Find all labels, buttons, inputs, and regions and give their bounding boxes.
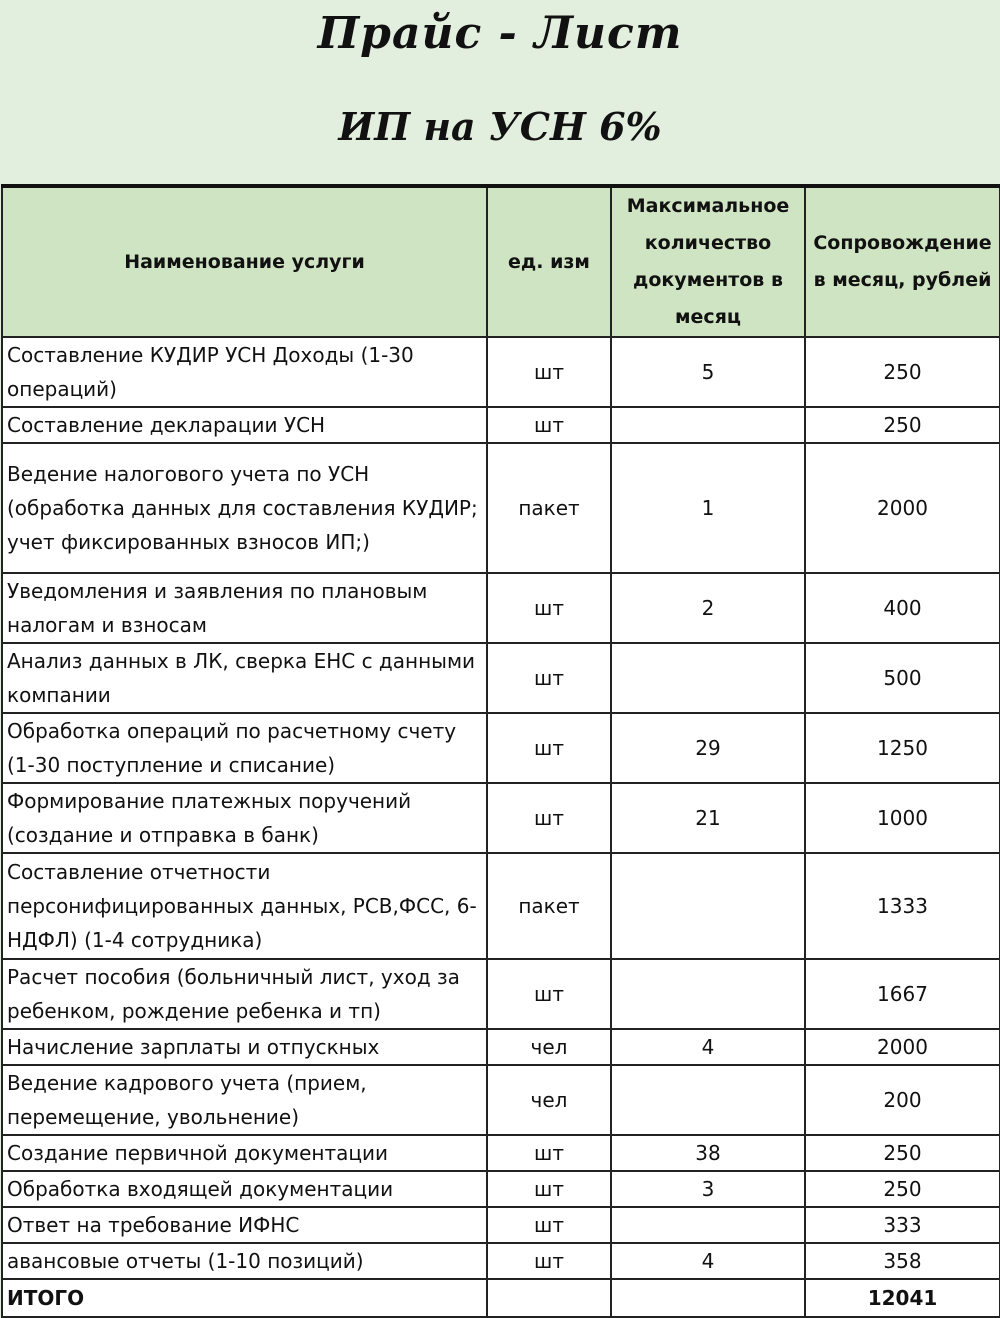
unit-cell: шт <box>487 643 611 713</box>
service-name-cell: Составление КУДИР УСН Доходы (1-30 операций) <box>2 337 487 407</box>
table-row <box>2 443 1000 573</box>
max-docs-cell: 21 <box>611 783 805 853</box>
price-cell: 1667 <box>805 959 1000 1029</box>
max-docs-cell <box>611 1065 805 1135</box>
unit-cell: шт <box>487 959 611 1029</box>
unit-cell: шт <box>487 573 611 643</box>
service-name-cell: Ведение налогового учета по УСН (обработка данных для составления КУДИР; учет фиксированных взносов ИП;) <box>2 443 487 573</box>
total-unit-cell <box>487 1279 611 1317</box>
table-row <box>2 713 1000 783</box>
header-service-name: Наименование услуги <box>2 186 487 337</box>
unit-cell: пакет <box>487 443 611 573</box>
header-max-docs: Максимальное количество документов в месяц <box>611 186 805 337</box>
max-docs-cell: 1 <box>611 443 805 573</box>
max-docs-cell <box>611 959 805 1029</box>
table-row <box>2 573 1000 643</box>
service-name-cell: Ведение кадрового учета (прием, перемещение, увольнение) <box>2 1065 487 1135</box>
unit-cell: шт <box>487 713 611 783</box>
max-docs-cell: 3 <box>611 1171 805 1207</box>
table-row <box>2 1207 1000 1243</box>
table-row <box>2 959 1000 1029</box>
price-cell: 400 <box>805 573 1000 643</box>
table-row <box>2 337 1000 407</box>
page-header <box>0 0 1000 184</box>
service-name-cell: Обработка операций по расчетному счету (1-30 поступление и списание) <box>2 713 487 783</box>
service-name-cell: Ответ на требование ИФНС <box>2 1207 487 1243</box>
price-cell: 333 <box>805 1207 1000 1243</box>
price-cell: 358 <box>805 1243 1000 1279</box>
price-cell: 500 <box>805 643 1000 713</box>
service-name-cell: Уведомления и заявления по плановым налогам и взносам <box>2 573 487 643</box>
price-cell: 1333 <box>805 853 1000 959</box>
price-cell: 250 <box>805 1135 1000 1171</box>
price-cell: 1000 <box>805 783 1000 853</box>
price-cell: 250 <box>805 407 1000 443</box>
table-header-row <box>2 186 1000 337</box>
total-row <box>2 1279 1000 1317</box>
service-name-cell: Расчет пособия (больничный лист, уход за ребенком, рождение ребенка и тп) <box>2 959 487 1029</box>
service-name-cell: Составление отчетности персонифицированных данных, РСВ,ФСС, 6-НДФЛ) (1-4 сотрудника) <box>2 853 487 959</box>
price-cell: 250 <box>805 1171 1000 1207</box>
page-title: Прайс - Лист <box>317 8 683 59</box>
price-cell: 1250 <box>805 713 1000 783</box>
price-cell: 2000 <box>805 1029 1000 1065</box>
unit-cell: шт <box>487 1171 611 1207</box>
service-name-cell: Обработка входящей документации <box>2 1171 487 1207</box>
table-row <box>2 1171 1000 1207</box>
price-cell: 2000 <box>805 443 1000 573</box>
price-cell: 250 <box>805 337 1000 407</box>
page-subtitle: ИП на УСН 6% <box>338 104 662 149</box>
service-name-cell: авансовые отчеты (1-10 позиций) <box>2 1243 487 1279</box>
max-docs-cell: 5 <box>611 337 805 407</box>
table-row <box>2 643 1000 713</box>
unit-cell: шт <box>487 1207 611 1243</box>
service-name-cell: Создание первичной документации <box>2 1135 487 1171</box>
max-docs-cell: 29 <box>611 713 805 783</box>
unit-cell: чел <box>487 1065 611 1135</box>
table-row <box>2 853 1000 959</box>
unit-cell: чел <box>487 1029 611 1065</box>
unit-cell: шт <box>487 337 611 407</box>
service-name-cell: Формирование платежных поручений (создание и отправка в банк) <box>2 783 487 853</box>
service-name-cell: Анализ данных в ЛК, сверка ЕНС с данными компании <box>2 643 487 713</box>
max-docs-cell <box>611 1207 805 1243</box>
price-table <box>1 184 1000 1318</box>
max-docs-cell: 38 <box>611 1135 805 1171</box>
unit-cell: шт <box>487 1135 611 1171</box>
service-name-cell: Начисление зарплаты и отпускных <box>2 1029 487 1065</box>
total-price: 12041 <box>805 1279 1000 1317</box>
service-name-cell: Составление декларации УСН <box>2 407 487 443</box>
header-price: Сопровождение в месяц, рублей <box>805 186 1000 337</box>
table-row <box>2 1029 1000 1065</box>
max-docs-cell: 4 <box>611 1029 805 1065</box>
table-row <box>2 407 1000 443</box>
max-docs-cell <box>611 643 805 713</box>
unit-cell: пакет <box>487 853 611 959</box>
unit-cell: шт <box>487 407 611 443</box>
table-row <box>2 1065 1000 1135</box>
total-label: ИТОГО <box>2 1279 487 1317</box>
unit-cell: шт <box>487 783 611 853</box>
max-docs-cell: 2 <box>611 573 805 643</box>
total-max-docs-cell <box>611 1279 805 1317</box>
header-unit: ед. изм <box>487 186 611 337</box>
max-docs-cell <box>611 853 805 959</box>
price-cell: 200 <box>805 1065 1000 1135</box>
max-docs-cell <box>611 407 805 443</box>
max-docs-cell: 4 <box>611 1243 805 1279</box>
table-row <box>2 783 1000 853</box>
table-row <box>2 1243 1000 1279</box>
unit-cell: шт <box>487 1243 611 1279</box>
table-row <box>2 1135 1000 1171</box>
